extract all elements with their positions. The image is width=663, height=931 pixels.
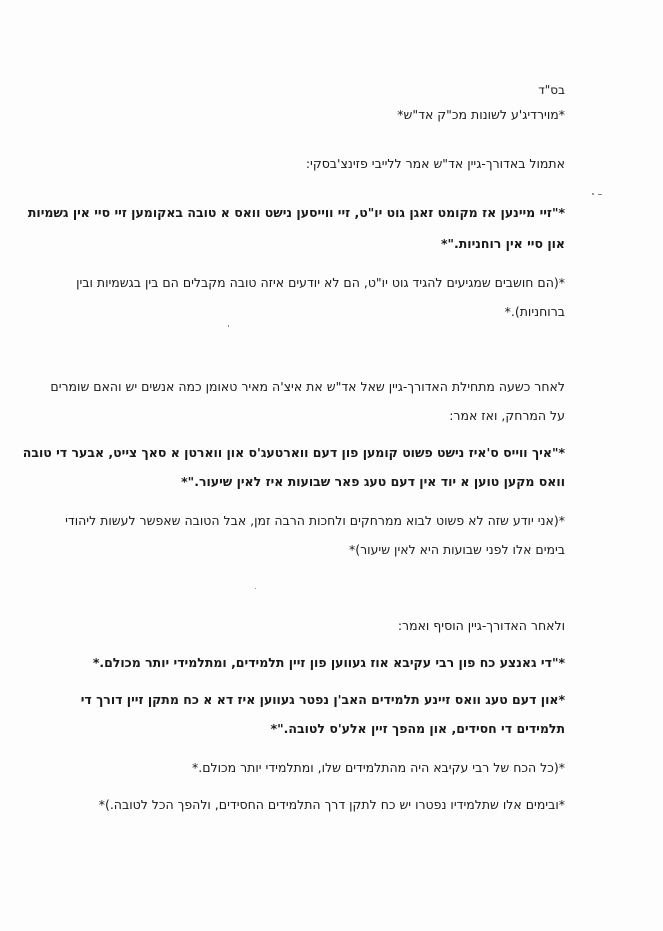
scan-speck — [228, 325, 229, 327]
scan-speck — [598, 194, 602, 195]
quote-line: וואס מקען טוען א יוד אין דעם טעג פאר שבועות איז לאין שיעור."* — [181, 474, 565, 489]
paragraph-line: לאחר כשעה מתחילת האדורך-גיין שאל אד"ש את איצ'ה מאיר טאומן כמה אנשים יש והאם שומרים — [50, 379, 565, 394]
translation-line: *(אני יודע שזה לא פשוט לבוא ממרחקים ולחכות הרבה זמן, אבל הטובה שאפשר לעשות ליהודי — [65, 513, 565, 528]
paragraph-line: ולאחר האדורך-גיין הוסיף ואמר: — [397, 618, 565, 633]
quote-line: און סיי אין רוחניות."* — [440, 236, 565, 251]
document-subtitle: *מוירדיג'ע לשונות מכ"ק אד"ש* — [397, 107, 565, 122]
scan-speck — [592, 193, 594, 195]
translation-line: *(כל הכח של רבי עקיבא היה מהתלמידים שלו, ומתלמידי יותר מכולם.* — [192, 760, 565, 775]
translation-line: *ובימים אלו שתלמידיו נפטרו יש כח לתקן דרך התלמידים החסידים, ולהפך הכל לטובה.)* — [98, 797, 565, 812]
translation-line: ברוחניות).* — [504, 304, 565, 319]
quote-line: *און דעם טעג וואס זיינע תלמידים האב'ן נפטר געווען איז דא א כח מתקן זיין דורך די — [80, 692, 565, 707]
header-bsd: בס"ד — [538, 83, 565, 97]
quote-line: *"די גאנצע כח פון רבי עקיבא אוז געווען פון זיין תלמידים, ומתלמידי יותר מכולם.* — [92, 655, 565, 670]
quote-line: *"זיי מיינען אז מקומט זאגן גוט יו"ט, זיי ווייסען נישט וואס א טובה באקומען זיי סיי אין גשמיות — [27, 205, 565, 220]
quote-line: *"איך ווייס ס'איז נישט פשוט קומען פון דעם ווארטעג'ס און ווארטן א סאך צייט, אבער די טובה — [22, 445, 565, 460]
paragraph-line: על המרחק, ואז אמר: — [449, 408, 565, 423]
translation-line: *(הם חושבים שמגיעים להגיד גוט יו"ט, הם לא יודעים איזה טובה מקבלים הם בין בגשמיות ובין — [76, 275, 565, 290]
translation-line: בימים אלו לפני שבועות היא לאין שיעור)* — [349, 542, 565, 557]
scan-speck — [255, 588, 256, 589]
quote-line: תלמידים די חסידים, און מהפך זיין אלע'ס לטובה."* — [270, 721, 565, 736]
paragraph-line: אתמול באדורך-גיין אד"ש אמר ללייבי פזינצ'בסקי: — [305, 156, 565, 171]
